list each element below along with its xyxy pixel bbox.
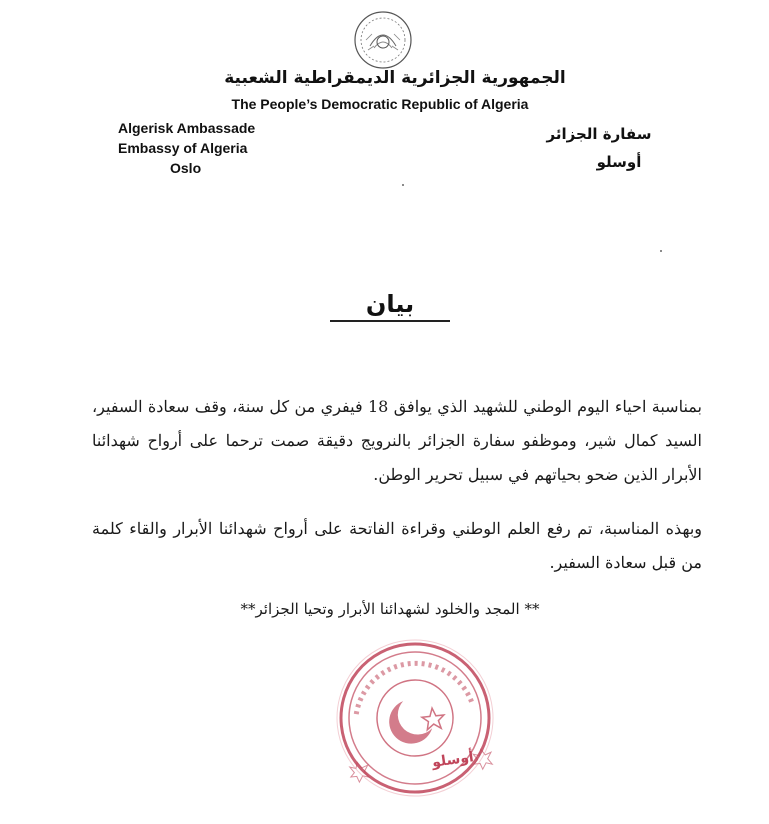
embassy-arabic-city: أوسلو — [596, 153, 642, 171]
scan-speck — [660, 250, 662, 252]
stamp-city-label: أوسلو — [431, 749, 475, 771]
embassy-city: Oslo — [170, 160, 202, 176]
embassy-arabic-name: سفارة الجزائر — [546, 125, 652, 143]
paragraph-1: بمناسبة احياء اليوم الوطني للشهيد الذي يوافق 18 فيفري من كل سنة، وقف سعادة السفير، السيد كمال شير، وموظفو سفارة الجزائر بالنرويج دقيقة صمت ترحما على أرواح شهدائنا الأبرار الذين ضحو بحياتهم في سبيل تحرير الوطن. — [92, 397, 702, 484]
embassy-stamp-icon — [327, 630, 503, 806]
embassy-address-right — [529, 120, 669, 176]
document-title: بيان — [330, 290, 450, 322]
scan-speck — [402, 184, 404, 186]
arabic-republic-heading: الجمهورية الجزائرية الديمقراطية الشعبية — [224, 68, 566, 88]
embassy-english-name: Embassy of Algeria — [118, 140, 248, 156]
paragraph-2: وبهذه المناسبة، تم رفع العلم الوطني وقراءة الفاتحة على أرواح شهدائنا الأبرار والقاء كلمة من قبل سعادة السفير. — [92, 519, 702, 572]
embassy-address-left — [118, 118, 255, 178]
embassy-norwegian-name: Algerisk Ambassade — [118, 120, 256, 136]
algeria-emblem-icon — [352, 10, 414, 70]
english-republic-heading: The People’s Democratic Republic of Algeria — [231, 96, 529, 112]
closing-line: ** المجد والخلود لشهدائنا الأبرار وتحيا الجزائر** — [240, 600, 540, 618]
